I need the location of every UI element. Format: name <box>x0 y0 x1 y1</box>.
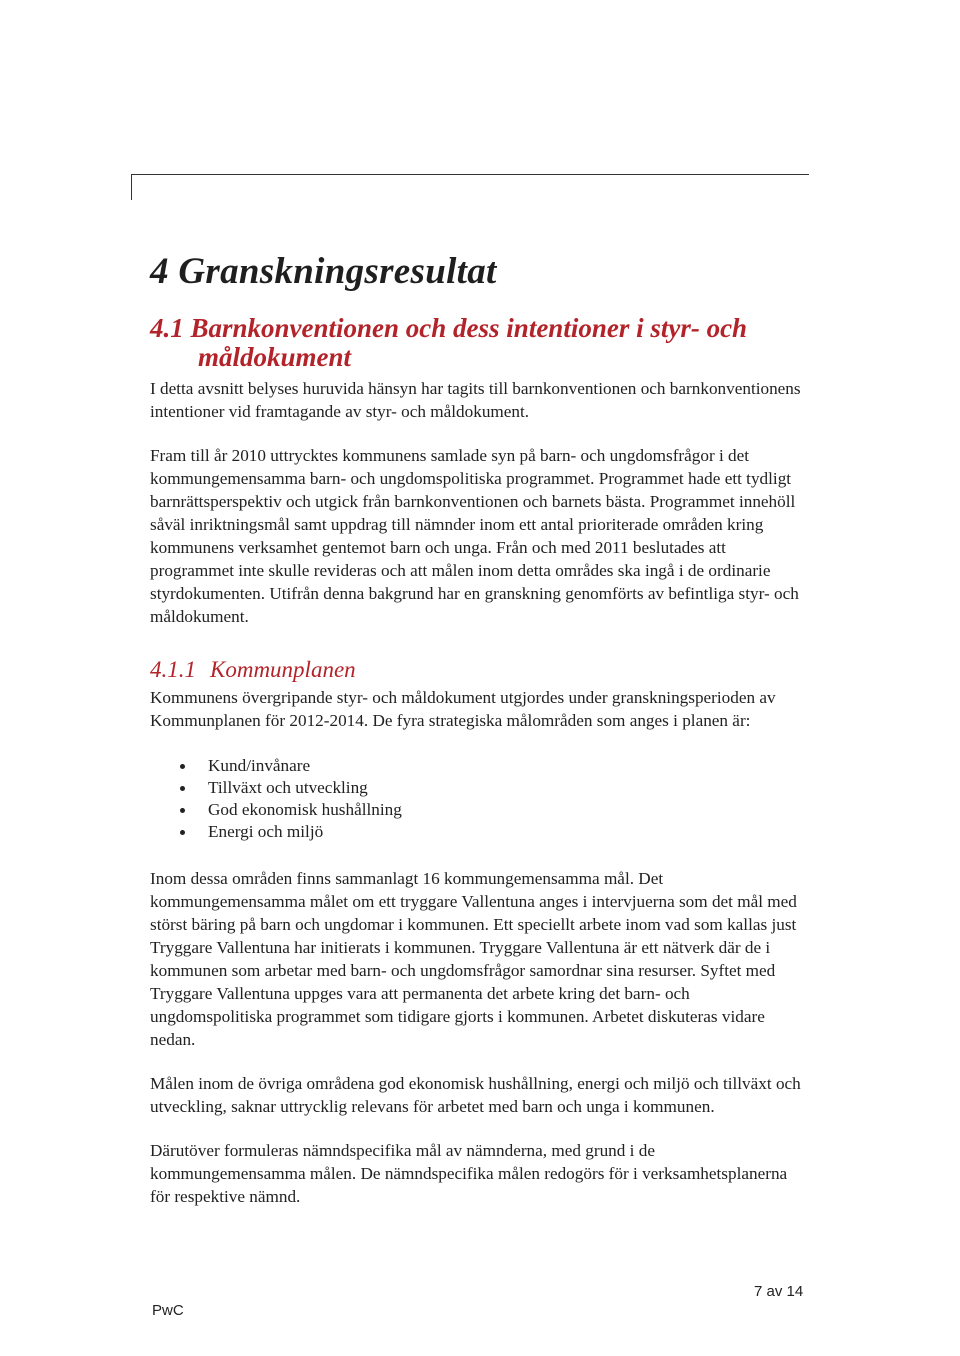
bullet-icon <box>180 830 185 835</box>
section-heading <box>150 314 810 372</box>
list-item: Tillväxt och utveckling <box>180 777 810 799</box>
page-number: 7 av 14 <box>754 1283 804 1300</box>
header-rule-corner <box>131 174 132 200</box>
header-rule <box>131 174 809 175</box>
list-item: Energi och miljö <box>180 821 810 843</box>
bullet-icon <box>180 808 185 813</box>
page-content <box>150 250 810 1208</box>
strategic-areas-list <box>150 755 810 843</box>
section-paragraph-2: Fram till år 2010 uttrycktes kommunens samlade syn på barn- och ungdomsfrågor i det kommungemensamma barn- och ungdomspolitiska programmet. Programmet hade ett tydligt barnrättsperspektiv och utgick från barnkonventionen och barnets bästa. Programmet innehöll såväl inriktningsmål samt uppdrag till nämnder inom ett antal prioriterade områden kring kommunens verksamhet gentemot barn och unga. Från och med 2011 beslutades att programmet inte skulle revideras och att målen inom detta områdes ska ingå i de ordinarie styrdokumenten. Utifrån denna bakgrund har en granskning genomförts av befintliga styr- och måldokument. <box>150 446 799 626</box>
footer-company: PwC <box>152 1302 184 1319</box>
section-title: Barnkonventionen och dess intentioner i styr- och måldokument <box>190 313 748 372</box>
section-paragraph-1: I detta avsnitt belyses huruvida hänsyn har tagits till barnkonventionen och barnkonventionens intentioner vid framtagande av styr- och måldokument. <box>150 379 801 421</box>
bullet-icon <box>180 786 185 791</box>
section-number: 4.1 <box>150 313 184 343</box>
chapter-heading: 4 Granskningsresultat <box>150 251 497 292</box>
subsection-title: Kommunplanen <box>210 657 356 682</box>
list-item: God ekonomisk hushållning <box>180 799 810 821</box>
subsection-paragraph-2: Målen inom de övriga områdena god ekonomisk hushållning, energi och miljö och tillväxt och utveckling, saknar uttrycklig relevans för arbetet med barn och unga i kommunen. <box>150 1074 801 1116</box>
subsection-number: 4.1.1 <box>150 657 196 682</box>
list-item: Kund/invånare <box>180 755 810 777</box>
subsection-intro: Kommunens övergripande styr- och måldokument utgjordes under granskningsperioden av Kommunplanen för 2012-2014. De fyra strategiska målområden som anges i planen är: <box>150 688 776 730</box>
subsection-paragraph-3: Därutöver formuleras nämndspecifika mål av nämnderna, med grund i de kommungemensamma målen. De nämndspecifika målen redogörs för i verksamhetsplanerna för respektive nämnd. <box>150 1141 788 1206</box>
subsection-heading <box>150 656 810 684</box>
bullet-icon <box>180 764 185 769</box>
subsection-paragraph-1: Inom dessa områden finns sammanlagt 16 kommungemensamma mål. Det kommungemensamma målet om ett tryggare Vallentuna anges i intervjuerna som det mål med störst bäring på barn och ungdomar i kommunen. Ett speciellt arbete inom vad som kallas just Tryggare Vallentuna har initierats i kommunen. Tryggare Vallentuna är ett nätverk där de i kommunen som arbetar med barn- och ungdomsfrågor samordnar sina resurser. Syftet med Tryggare Vallentuna uppges vara att permanenta det arbete kring det barn- och ungdomspolitiska programmet som tidigare gjorts i kommunen. Arbetet diskuteras vidare nedan. <box>150 869 797 1049</box>
